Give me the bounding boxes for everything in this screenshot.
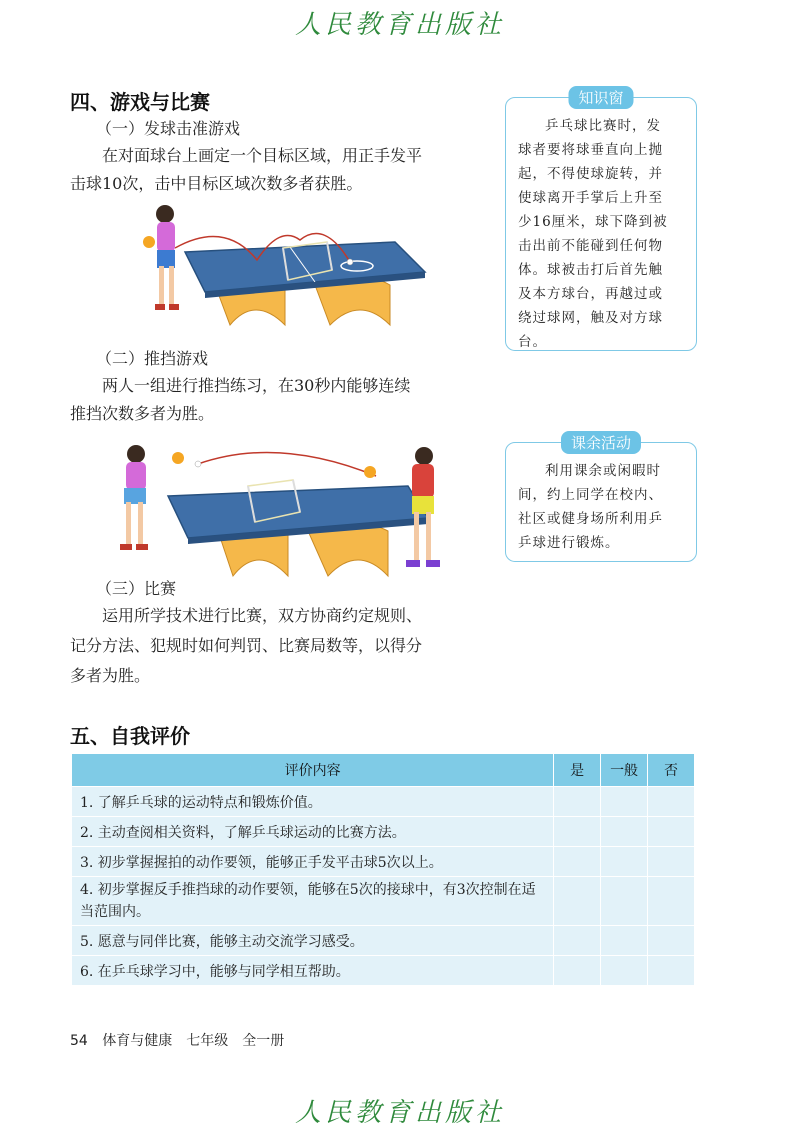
cell-yes[interactable] xyxy=(554,956,601,986)
cell-normal[interactable] xyxy=(601,926,648,956)
knowledge-line: 绕过球网，触及对方球 xyxy=(518,310,663,326)
activity-line: 间，约上同学在校内、 xyxy=(518,487,663,503)
header-content: 评价内容 xyxy=(72,754,554,787)
game1-text-line2: 击球10次，击中目标区域次数多者获胜。 xyxy=(70,174,363,193)
game2-title: （二）推挡游戏 xyxy=(96,349,209,368)
cell-yes[interactable] xyxy=(554,926,601,956)
table-row xyxy=(72,847,695,877)
publisher-logo-bottom: 人民教育出版社 xyxy=(294,1098,505,1128)
page-number: 54 xyxy=(70,1033,88,1049)
game3-text-line1: 运用所学技术进行比赛，双方协商约定规则、 xyxy=(102,606,423,625)
cell-normal[interactable] xyxy=(601,787,648,817)
header-normal: 一般 xyxy=(601,754,648,787)
table-header-row xyxy=(72,754,695,787)
cell-normal[interactable] xyxy=(601,956,648,986)
cell-normal[interactable] xyxy=(601,817,648,847)
activity-line: 社区或健身场所利用乒 xyxy=(518,511,663,527)
serve-game-illustration xyxy=(135,200,435,330)
row-content: 6. 在乒乓球学习中，能够与同学相互帮助。 xyxy=(72,956,554,986)
knowledge-line: 体。球被击打后首先触 xyxy=(518,262,663,278)
activity-line: 利用课余或闲暇时 xyxy=(545,463,661,479)
table-row xyxy=(72,817,695,847)
section-title-games: 四、游戏与比赛 xyxy=(70,90,210,114)
game3-title: （三）比赛 xyxy=(96,579,177,598)
activity-line: 乒球进行锻炼。 xyxy=(518,535,620,551)
knowledge-line: 起，不得使球旋转，并 xyxy=(518,166,663,182)
cell-no[interactable] xyxy=(648,817,695,847)
table-row xyxy=(72,877,695,926)
header-no: 否 xyxy=(648,754,695,787)
cell-yes[interactable] xyxy=(554,877,601,926)
knowledge-box-tag: 知识窗 xyxy=(568,86,633,109)
cell-normal[interactable] xyxy=(601,877,648,926)
cell-yes[interactable] xyxy=(554,817,601,847)
knowledge-line: 击出前不能碰到任何物 xyxy=(518,238,663,254)
row-content: 1. 了解乒乓球的运动特点和锻炼价值。 xyxy=(72,787,554,817)
row-content: 2. 主动查阅相关资料，了解乒乓球运动的比赛方法。 xyxy=(72,817,554,847)
self-eval-table xyxy=(71,753,695,986)
game3-text-line3: 多者为胜。 xyxy=(70,666,151,685)
push-game-illustration xyxy=(108,436,460,586)
activity-box xyxy=(505,434,697,562)
row-content: 3. 初步掌握握拍的动作要领，能够正手发平击球5次以上。 xyxy=(72,847,554,877)
cell-no[interactable] xyxy=(648,956,695,986)
game2-text-line1: 两人一组进行推挡练习，在30秒内能够连续 xyxy=(102,376,411,395)
table-row xyxy=(72,787,695,817)
footer xyxy=(70,1030,284,1050)
cell-no[interactable] xyxy=(648,787,695,817)
activity-box-tag: 课余活动 xyxy=(561,431,641,454)
knowledge-line: 及本方球台，再越过或 xyxy=(518,286,663,302)
header-yes: 是 xyxy=(554,754,601,787)
game1-text-line1: 在对面球台上画定一个目标区域，用正手发平 xyxy=(102,146,423,165)
knowledge-line: 球者要将球垂直向上抛 xyxy=(518,142,663,158)
row-content: 5. 愿意与同伴比赛，能够主动交流学习感受。 xyxy=(72,926,554,956)
cell-yes[interactable] xyxy=(554,847,601,877)
knowledge-line: 使球离开手掌后上升至 xyxy=(518,190,663,206)
cell-normal[interactable] xyxy=(601,847,648,877)
game2-text-line2: 推挡次数多者为胜。 xyxy=(70,404,215,423)
game1-title: （一）发球击准游戏 xyxy=(96,119,241,138)
cell-yes[interactable] xyxy=(554,787,601,817)
section-title-self-eval: 五、自我评价 xyxy=(70,724,190,748)
cell-no[interactable] xyxy=(648,926,695,956)
cell-no[interactable] xyxy=(648,847,695,877)
knowledge-line: 乒乓球比赛时，发 xyxy=(545,118,661,134)
publisher-logo-top: 人民教育出版社 xyxy=(294,10,505,40)
game3-text-line2: 记分方法、犯规时如何判罚、比赛局数等，以得分 xyxy=(70,636,423,655)
knowledge-line: 少16厘米，球下降到被 xyxy=(518,214,668,230)
knowledge-line: 台。 xyxy=(518,334,547,350)
table-row xyxy=(72,956,695,986)
cell-no[interactable] xyxy=(648,877,695,926)
knowledge-box xyxy=(505,89,697,351)
table-row xyxy=(72,926,695,956)
book-title: 体育与健康 七年级 全一册 xyxy=(102,1033,285,1049)
row-content: 4. 初步掌握反手推挡球的动作要领，能够在5次的接球中，有3次控制在适当范围内。 xyxy=(72,877,554,926)
